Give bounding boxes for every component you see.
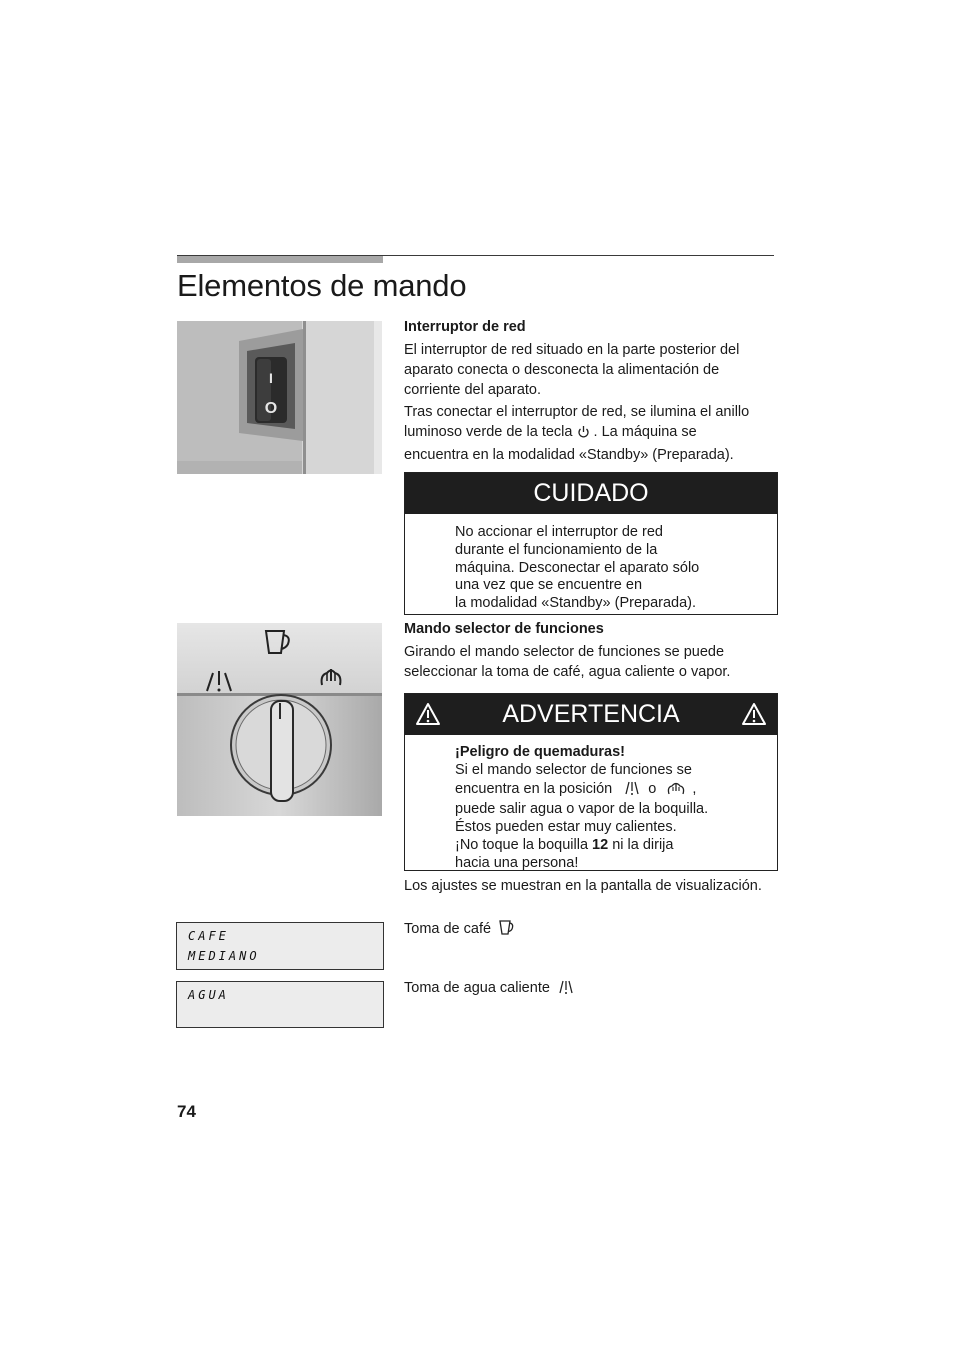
switch-mark-off: O — [264, 400, 278, 417]
warning-fragment: ¡No toque la boquilla — [455, 836, 589, 853]
warning-fragment: , — [692, 780, 697, 797]
lcd-display-coffee — [176, 922, 384, 970]
caution-box — [404, 472, 778, 615]
hot-water-icon — [624, 780, 640, 802]
caution-line: la modalidad «Standby» (Preparada). — [455, 595, 697, 612]
mains-switch-illustration — [177, 321, 382, 474]
warning-fragment: o — [648, 780, 657, 797]
nozzle-number: 12 — [592, 836, 609, 853]
warning-line: puede salir agua o vapor de la boquilla. — [455, 801, 709, 818]
function-selector-photo — [177, 623, 382, 816]
mains-switch-description: El interruptor de red situado en la parte posterior del aparato conecta o desconecta la alimentación de corriente del aparato. — [404, 342, 740, 398]
caution-line: máquina. Desconectar el aparato sólo — [455, 559, 700, 576]
warning-line — [455, 780, 777, 802]
switch-mark-on: I — [269, 370, 273, 386]
section-heading-function-selector: Mando selector de funciones — [404, 621, 604, 637]
warning-fragment: ni la dirija — [612, 836, 674, 853]
hot-water-icon — [558, 979, 574, 1001]
warning-fragment: encuentra en la posición — [455, 780, 613, 797]
mains-switch-standby-text — [404, 402, 784, 465]
lcd-line: CAFE — [188, 929, 229, 943]
steam-icon — [666, 780, 686, 802]
lcd-line: AGUA — [188, 988, 229, 1002]
warning-line: hacia una persona! — [455, 854, 579, 871]
function-selector-illustration — [177, 623, 382, 816]
standby-text-fragment: . La máquina se — [593, 424, 697, 440]
standby-text-line — [404, 422, 784, 445]
caution-body — [405, 514, 777, 613]
lcd-display-water — [176, 981, 384, 1028]
standby-text-fragment: luminoso verde de la tecla — [404, 424, 573, 440]
page-number: 74 — [177, 1102, 196, 1121]
warning-label: ADVERTENCIA — [502, 700, 680, 728]
caution-line: durante el funcionamiento de la — [455, 541, 658, 558]
caution-line: No accionar el interruptor de red — [455, 524, 663, 540]
standby-text-line: Tras conectar el interruptor de red, se ilumina el anillo — [404, 404, 750, 420]
caution-line: una vez que se encuentre en — [455, 577, 643, 594]
coffee-caption-text: Toma de café — [404, 921, 492, 937]
section-heading-mains-switch: Interruptor de red — [404, 319, 526, 335]
coffee-caption — [404, 919, 514, 942]
page-title: Elementos de mando — [177, 268, 467, 303]
warning-line: Éstos pueden estar muy calientes. — [455, 819, 677, 836]
warning-line: Si el mando selector de funciones se — [455, 761, 692, 778]
caution-label: CUIDADO — [533, 479, 649, 507]
header-accent-bar — [177, 256, 383, 263]
warning-line — [455, 837, 777, 855]
warning-header — [405, 694, 777, 735]
water-caption-text: Toma de agua caliente — [404, 980, 550, 996]
standby-text-line: encuentra en la modalidad «Standby» (Preparada). — [404, 447, 734, 463]
warning-box — [404, 693, 778, 871]
warning-body — [405, 735, 777, 873]
display-intro: Los ajustes se muestran en la pantalla de visualización. — [404, 878, 762, 894]
function-selector-description: Girando el mando selector de funciones se puede seleccionar la toma de café, agua caliente o vapor. — [404, 644, 731, 680]
power-icon — [577, 425, 590, 445]
cup-icon — [498, 919, 514, 942]
warning-triangle-icon — [741, 701, 767, 727]
warning-danger-heading: ¡Peligro de quemaduras! — [455, 744, 626, 760]
mains-switch-photo — [177, 321, 382, 474]
lcd-line: MEDIANO — [188, 949, 260, 963]
water-caption — [404, 978, 574, 1001]
caution-header — [405, 473, 777, 514]
